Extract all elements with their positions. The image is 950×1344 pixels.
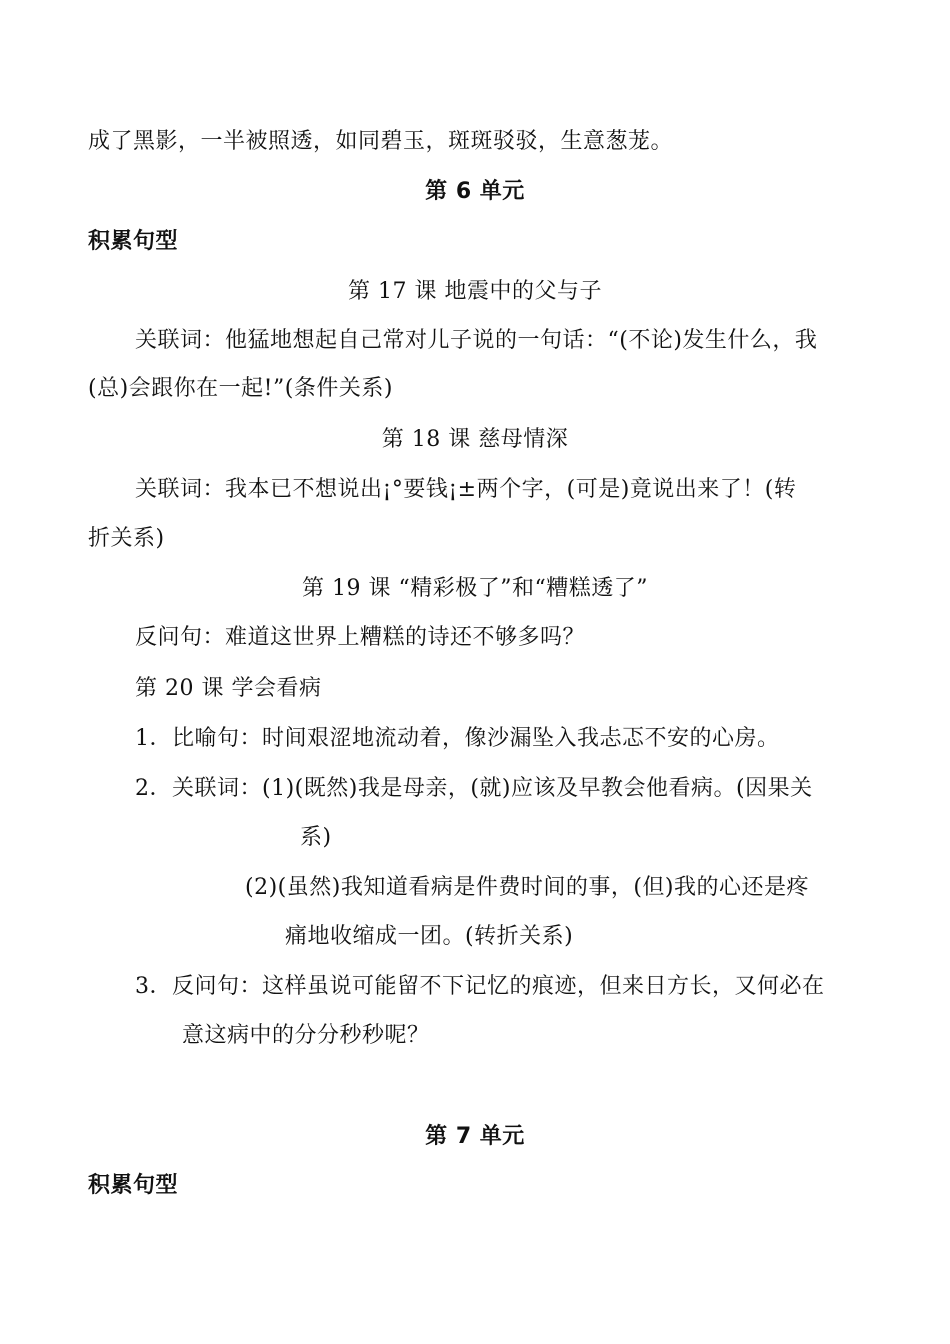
unit-7-heading: 第 7 单元 [425, 1124, 525, 1149]
lesson-18-title: 第 18 课 慈母情深 [381, 427, 569, 452]
text-line: 系) [300, 825, 332, 850]
lesson-20-title: 第 20 课 学会看病 [135, 676, 322, 701]
text-line: (2)(虽然)我知道看病是件费时间的事，(但)我的心还是疼 [245, 875, 809, 900]
text-line: 意这病中的分分秒秒呢？ [182, 1023, 430, 1048]
text-line: 关联词：我本已不想说出¡°要钱¡±两个字，(可是)竟说出来了！(转 [135, 477, 797, 502]
text-line: (总)会跟你在一起!”(条件关系) [88, 376, 393, 401]
section-heading: 积累句型 [88, 1173, 179, 1198]
text-line: 折关系) [88, 526, 165, 551]
lesson-17-title: 第 17 课 地震中的父与子 [348, 279, 602, 304]
text-line: 成了黑影，一半被照透，如同碧玉，斑斑驳驳，生意葱茏。 [88, 129, 674, 154]
section-heading: 积累句型 [88, 229, 179, 254]
lesson-19-title: 第 19 课 “精彩极了”和“糟糕透了” [302, 576, 648, 601]
text-line: 关联词：他猛地想起自己常对儿子说的一句话：“(不论)发生什么，我 [135, 328, 818, 353]
list-item: 1．比喻句：时间艰涩地流动着，像沙漏坠入我忐忑不安的心房。 [135, 726, 780, 751]
text-line: 反问句：难道这世界上糟糕的诗还不够多吗？ [135, 625, 586, 650]
text-line: 痛地收缩成一团。(转折关系) [285, 924, 574, 949]
list-item: 3．反问句：这样虽说可能留不下记忆的痕迹，但来日方长，又何必在 [135, 974, 825, 999]
unit-6-heading: 第 6 单元 [425, 179, 525, 204]
list-item: 2．关联词：(1)(既然)我是母亲，(就)应该及早教会他看病。(因果关 [135, 776, 813, 801]
